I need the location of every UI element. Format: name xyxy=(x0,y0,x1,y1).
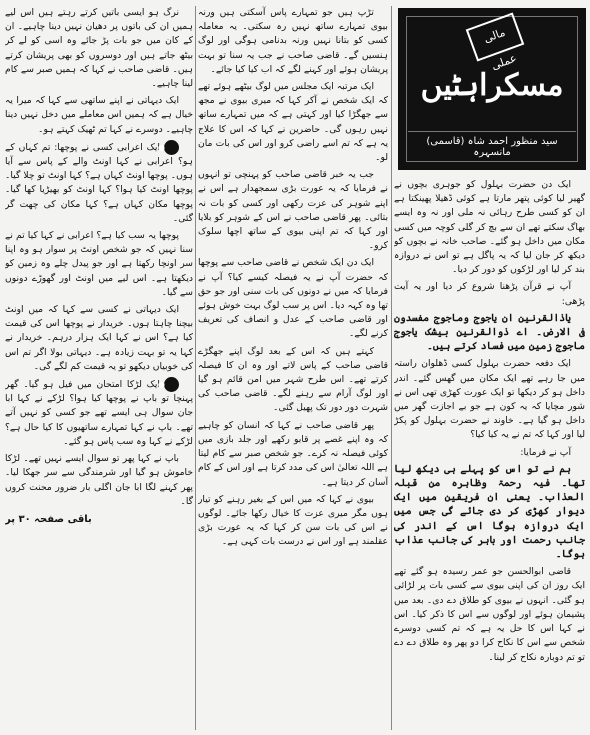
paragraph: نرگ ہو ایسی باتیں کرتے رہتے ہیں اس لیے ہمیں ان کی باتوں پر دھیان نہیں دینا چاہیے۔ ان کے کان میں جو بات پڑ جائے وہ اسی کو لے کر بیٹھ جاتے ہیں اور دوسروں کو بھی پریشان کرتے ہیں۔ قاضی صاحب نے کہا کہ ہمیں صبر سے کام لینا چاہیے۔ xyxy=(5,7,193,90)
paragraph-with-bullet xyxy=(5,377,193,449)
paragraph: ایک مرتبہ ایک مجلس میں لوگ بیٹھے ہوئے تھے کہ ایک شخص نے آکر کہا کہ میری بیوی نے مجھ سے جھگڑا کیا اور کہتی ہے کہ میں تمہارے ساتھ نہیں رہوں گی۔ حاضرین نے کہا کہ اس کا علاج یہ ہے کہ تم اسے راضی کرو اور اس کی بات مان لو۔ xyxy=(198,81,388,164)
bullet-icon: ● xyxy=(164,377,179,392)
column-right xyxy=(394,178,585,729)
paragraph: قاضی ابوالحسن جو عمر رسیدہ ہو گئے تھے ایک روز ان کی اپنی بیوی سے کسی بات پر لڑائی ہو گئی۔ انہوں نے بیوی کو طلاق دے دی۔ بعد میں پشیمان ہوئے اور لوگوں سے اس کا ذکر کیا۔ اس نے کہا اس کا حل یہ ہے کہ تم کسی دوسرے شخص سے اس کا نکاح کرا دو پھر وہ طلاق دے دے تو تم دوبارہ نکاح کر لینا۔ xyxy=(394,566,585,663)
paragraph: آپ نے فرمایا: xyxy=(520,446,571,458)
paragraph: ایک دیہاتی نے کسی سے کہا کہ میں اونٹ بیچنا چاہتا ہوں۔ خریدار نے پوچھا اس کی قیمت کیا ہے؟ اس نے کہا ایک ہزار درہم۔ خریدار نے کہا یہ تو بہت زیادہ ہے۔ دیہاتی بولا اگر تم اس کی خوبیاں دیکھو تو یہ قیمت کم لگے گی۔ xyxy=(5,304,193,372)
column-divider-right xyxy=(391,6,392,730)
paragraph-text: ایک لڑکا امتحان میں فیل ہو گیا۔ گھر پہنچا تو باپ نے پوچھا کیا ہوا؟ لڑکے نے کہا ابا جان سوال ہی ایسے تھے جو کسی کو نہیں آتے تھے۔ باپ نے کہا تمہارے ساتھیوں کا کیا حال ہے؟ لڑکے نے کہا وہ سب پاس ہو گئے۔ xyxy=(5,379,193,447)
column-left xyxy=(5,6,193,730)
paragraph: ایک دفعہ حضرت بہلول کسی ڈھلوان راستہ میں جا رہے تھے ایک مکان میں گھس گئے۔ اندر داخل ہو کر دیکھا تو ایک عورت کھڑی تھی اس نے شور مچایا کہ یہ کون ہے جو بے اجازت گھر میں داخل ہو گیا ہے۔ خاوند نے حضرت بہلول کو پکڑ لیا اور کہا کہ تم نے یہ کیا کیا؟ xyxy=(394,358,585,441)
paragraph: باپ نے کہا پھر تو سوال ایسے نہیں تھے۔ لڑکا خاموش ہو گیا اور شرمندگی سے سر جھکا لیا۔ پھر کہنے لگا ابا جان اگلی بار ضرور محنت کروں گا۔ xyxy=(5,453,193,507)
paragraph: ایک دیہاتی نے اپنے ساتھی سے کہا کہ میرا یہ خیال ہے کہ ہمیں اس معاملے میں دخل نہیں دینا چاہیے۔ دوسرے نے کہا تم ٹھیک کہتے ہو۔ xyxy=(5,95,193,135)
masthead-box xyxy=(398,8,586,170)
paragraph: پھر قاضی صاحب نے کہا کہ انسان کو چاہیے کہ وہ اپنے غصے پر قابو رکھے اور جلد بازی میں کوئی فیصلہ نہ کرے۔ جو شخص صبر سے کام لیتا ہے اللہ تعالیٰ اس کی مدد کرتا ہے اور اس کے کام آسان کر دیتا ہے۔ xyxy=(198,419,388,488)
paragraph-with-bullet xyxy=(5,140,193,226)
paragraph: آپ نے قرآن پڑھنا شروع کر دیا اور یہ آیت پڑھی: xyxy=(394,281,585,307)
paragraph-text: ایک اعرابی کسی نے پوچھا: تم کہاں کے ہو؟ اعرابی نے کہا اونٹ والے کے پاس سے آیا ہوں۔ پوچھا اونٹ کہاں ہے؟ کہا اونٹ تو چلا گیا۔ پوچھا اونٹ کیا ہوا؟ کہا اونٹ کو بھیڑیا کھا گیا۔ پوچھا مکان کہاں ہے؟ کہا مکان کی چھت گر گئی۔ xyxy=(5,141,193,224)
column-middle xyxy=(198,6,388,730)
continued-note: باقی صفحہ ۳۰ پر xyxy=(5,513,92,525)
paragraph: تڑپ ہیں جو تمہارے پاس آسکتی ہیں ورنہ بیوی تمہارے ساتھ نہیں رہ سکتی۔ یہ معاملہ کسی کو بتانا نہیں ورنہ بدنامی ہوگی اور لوگ ہنسیں گے۔ قاضی صاحب نے جب یہ سنا تو بہت پریشان ہوئے اور کہنے لگے کہ اب کیا کیا جائے۔ xyxy=(198,7,388,75)
paragraph: جب یہ خبر قاضی صاحب کو پہنچی تو انہوں نے فرمایا کہ یہ عورت بڑی سمجھدار ہے اس نے اپنے شوہر کی عزت رکھی اور کسی کو بات نہ بتائی۔ پھر قاضی صاحب نے اس کے شوہر کو بلایا اور کہا کہ تم اپنی بیوی کے ساتھ اچھا سلوک کرو۔ xyxy=(198,169,388,252)
column-divider-left xyxy=(195,6,196,730)
kicker-badge: مالی عملی xyxy=(466,12,525,61)
quran-verse: یاذالقرنین ان یاجوج وماجوج مفسدون فی الارض۔ اے ذوالقرنین بیشک یاجوج ماجوج زمین میں فساد کرتے ہیں۔ xyxy=(394,312,585,353)
paragraph: ایک دن حضرت بہلول کو جوہری بچوں نے گھیر لیا کوئی پتھر مارتا ہے کوئی ڈھیلا پھینکتا ہے ان کو کسی طرح رہائی نہ ملی اور نہ وہ ایسے بھاگ سکتے تھے ان سے بچ کر گلی کوچہ میں کسی مکان میں داخل ہو گئے۔ صاحب خانہ نے بچوں کو دیکھ کر جان لیا کہ یہ پاگل ہے تو اس نے دروازہ بند کر لیا اور لڑکوں کو دور کر دیا۔ xyxy=(394,179,585,276)
paragraph: ایک دن ایک شخص نے قاضی صاحب سے پوچھا کہ حضرت آپ نے یہ فیصلہ کیسے کیا؟ آپ نے فرمایا کہ میں نے دونوں کی بات سنی اور جو حق تھا وہ کہہ دیا۔ اس پر سب لوگ بہت خوش ہوئے اور قاضی صاحب کے عدل و انصاف کی تعریف کرنے لگے۔ xyxy=(198,257,388,340)
paragraph: بیوی نے کہا کہ میں اس کے بغیر رہنے کو تیار ہوں مگر میری عزت کا خیال رکھا جائے۔ لوگوں نے اس کی بات سن کر کہا کہ یہ عورت بڑی عقلمند ہے اور اس نے درست بات کہی ہے۔ xyxy=(198,493,388,548)
bullet-icon: ● xyxy=(164,140,179,155)
quran-verse: ہم نے تو اس کو پہلے ہی دیکھ لیا تھا۔ فیہ رحمۃ وظاہرہ من قبلہ العذاب۔ یعنی ان فریقین میں ایک دیوار کھڑی کر دی جائے گی جس میں ایک دروازہ ہوگا اس کے اندر کی جانب رحمت اور باہر کی جانب عذاب ہوگا۔ xyxy=(394,463,585,561)
paragraph: کہتے ہیں کہ اس کے بعد لوگ اپنے جھگڑے قاضی صاحب کے پاس لاتے اور وہ ان کا فیصلہ کرتے تھے۔ اس طرح شہر میں امن قائم ہو گیا اور لوگ آرام سے رہنے لگے۔ قاضی صاحب کی شہرت دور دور تک پھیل گئی۔ xyxy=(198,345,388,414)
author-byline: سید منظور احمد شاہ (قاسمی) مانسہرہ xyxy=(408,131,576,158)
paragraph: پوچھا یہ سب کیا ہے؟ اعرابی نے کہا کیا تم نے سنا نہیں کہ جو شخص اونٹ پر سوار ہو وہ اپنا سر اونچا رکھتا ہے اور جو پیدل چلے وہ زمین کو دیکھتا ہے۔ اس لیے میں اونٹ اور گھوڑے دونوں سے گیا۔ xyxy=(5,230,193,298)
section-title: مسکراہٹیں xyxy=(420,68,564,103)
